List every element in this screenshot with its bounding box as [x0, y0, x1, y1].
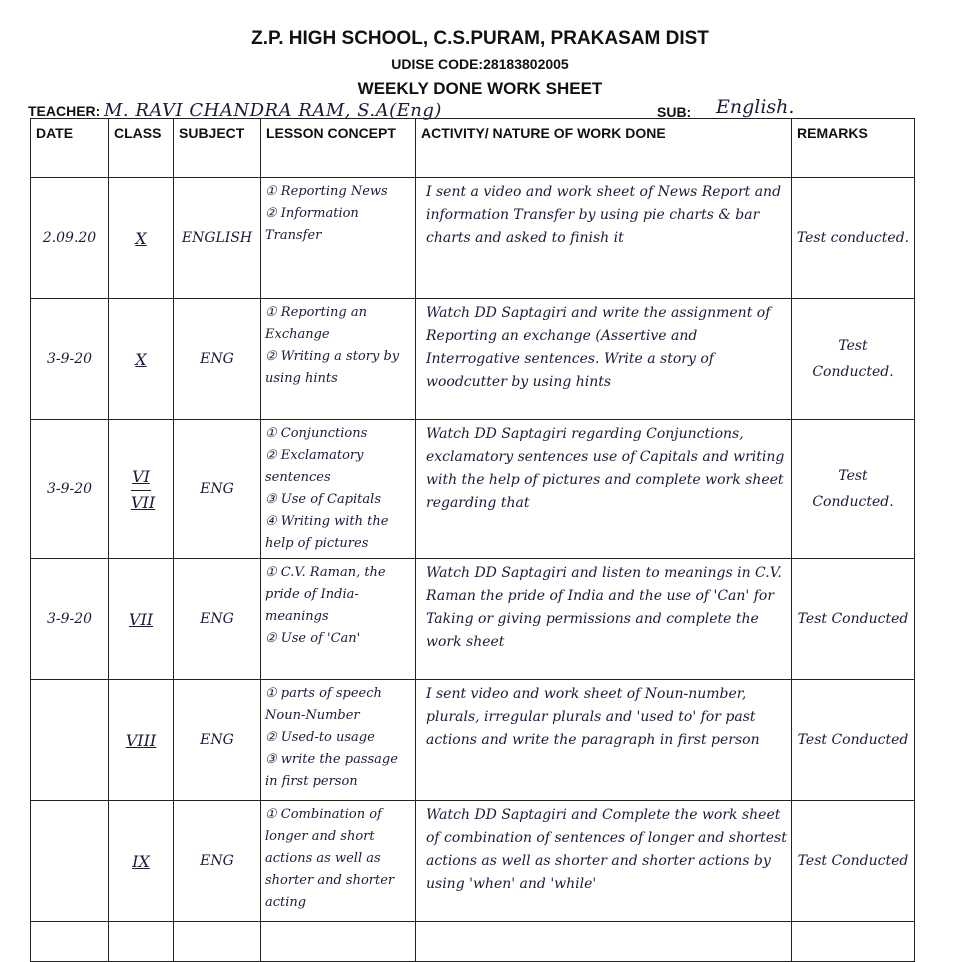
blank-row — [31, 922, 915, 962]
activity-cell: I sent a video and work sheet of News Report and information Transfer by using pie charts & bar charts and asked to finish it — [416, 178, 792, 299]
sheet-title: WEEKLY DONE WORK SHEET — [357, 79, 603, 98]
class-value: IX — [132, 851, 150, 871]
lesson-item: ① Conjunctions — [265, 426, 368, 441]
udise-code: UDISE CODE:28183802005 — [391, 56, 569, 72]
school-name: Z.P. HIGH SCHOOL, C.S.PURAM, PRAKASAM DIST — [251, 28, 709, 49]
lesson-cell — [261, 559, 416, 680]
blank-cell — [261, 922, 416, 962]
subject-cell: ENG — [174, 680, 261, 801]
date-cell: 3-9-20 — [31, 299, 109, 420]
lesson-item: ② Used-to usage — [265, 730, 375, 745]
blank-cell — [31, 922, 109, 962]
lesson-cell — [261, 420, 416, 559]
class-cell — [109, 178, 174, 299]
work-table — [30, 118, 915, 962]
remarks-cell: Test Conducted — [792, 680, 915, 801]
activity-cell: Watch DD Saptagiri regarding Conjunctions, exclamatory sentences use of Capitals and writing with the help of pictures and complete work sheet regarding that — [416, 420, 792, 559]
remarks-cell: Test Conducted — [792, 559, 915, 680]
teacher-name: M. RAVI CHANDRA RAM, S.A(Eng) — [104, 100, 442, 121]
lesson-item: ③ Use of Capitals — [265, 492, 381, 507]
lesson-item: ② Writing a story by using hints — [265, 349, 400, 386]
blank-cell — [416, 922, 792, 962]
class-cell — [109, 680, 174, 801]
subject-cell: ENGLISH — [174, 178, 261, 299]
class-value: VI — [132, 466, 150, 486]
remarks-cell: Test Conducted. — [792, 299, 915, 420]
table-row — [31, 420, 915, 559]
table-row — [31, 559, 915, 680]
lesson-item: ① Combination of longer and short actions as well as shorter and shorter acting — [265, 807, 395, 910]
class-cell — [109, 420, 174, 559]
date-cell — [31, 801, 109, 922]
lesson-cell — [261, 178, 416, 299]
class-cell — [109, 559, 174, 680]
col-date-header: DATE — [31, 119, 109, 178]
lesson-item: ① parts of speech Noun-Number — [265, 686, 382, 723]
remarks-cell: Test Conducted — [792, 801, 915, 922]
subject-cell: ENG — [174, 801, 261, 922]
class-value: VII — [128, 609, 154, 629]
lesson-cell — [261, 680, 416, 801]
lesson-item: ① C.V. Raman, the pride of India-meanings — [265, 565, 386, 624]
col-lesson-header: LESSON CONCEPT — [261, 119, 416, 178]
blank-cell — [174, 922, 261, 962]
class-value: X — [135, 349, 147, 369]
date-cell — [31, 680, 109, 801]
table-row — [31, 801, 915, 922]
date-cell: 3-9-20 — [31, 559, 109, 680]
activity-cell: Watch DD Saptagiri and listen to meanings in C.V. Raman the pride of India and the use of 'Can' for Taking or giving permissions and complete the work sheet — [416, 559, 792, 680]
table-row — [31, 299, 915, 420]
col-class-header: CLASS — [109, 119, 174, 178]
remarks-cell: Test Conducted. — [792, 420, 915, 559]
class-value: X — [135, 228, 147, 248]
subject-label: SUB: — [657, 104, 692, 120]
teacher-label: TEACHER: — [28, 103, 101, 119]
lesson-item: ④ Writing with the help of pictures — [265, 514, 389, 551]
lesson-item: ② Information Transfer — [265, 206, 359, 243]
col-remarks-header: REMARKS — [792, 119, 915, 178]
class-cell — [109, 299, 174, 420]
subject-cell: ENG — [174, 420, 261, 559]
subject-cell: ENG — [174, 299, 261, 420]
table-header-row — [31, 119, 915, 178]
activity-cell: Watch DD Saptagiri and Complete the work sheet of combination of sentences of longer and shortest actions as well as shorter and shorter actions by using 'when' and 'while' — [416, 801, 792, 922]
subject-cell: ENG — [174, 559, 261, 680]
date-cell: 2.09.20 — [31, 178, 109, 299]
subject-value: English. — [716, 96, 795, 118]
lesson-cell — [261, 299, 416, 420]
col-subject-header: SUBJECT — [174, 119, 261, 178]
lesson-item: ③ write the passage in first person — [265, 752, 398, 789]
activity-cell: Watch DD Saptagiri and write the assignment of Reporting an exchange (Assertive and Interrogative sentences. Write a story of woodcutter by using hints — [416, 299, 792, 420]
table-body — [31, 178, 915, 962]
lesson-item: ① Reporting an Exchange — [265, 305, 367, 342]
activity-cell: I sent video and work sheet of Noun-number, plurals, irregular plurals and 'used to' for past actions and write the paragraph in first person — [416, 680, 792, 801]
table-row — [31, 178, 915, 299]
lesson-cell — [261, 801, 416, 922]
class-value: VIII — [125, 730, 157, 750]
remarks-cell: Test conducted. — [792, 178, 915, 299]
class-value: VII — [131, 490, 151, 512]
blank-cell — [792, 922, 915, 962]
blank-cell — [109, 922, 174, 962]
lesson-item: ① Reporting News — [265, 184, 388, 199]
table-row — [31, 680, 915, 801]
lesson-item: ② Exclamatory sentences — [265, 448, 364, 485]
lesson-item: ② Use of 'Can' — [265, 631, 361, 646]
class-cell — [109, 801, 174, 922]
col-activity-header: ACTIVITY/ NATURE OF WORK DONE — [416, 119, 792, 178]
date-cell: 3-9-20 — [31, 420, 109, 559]
